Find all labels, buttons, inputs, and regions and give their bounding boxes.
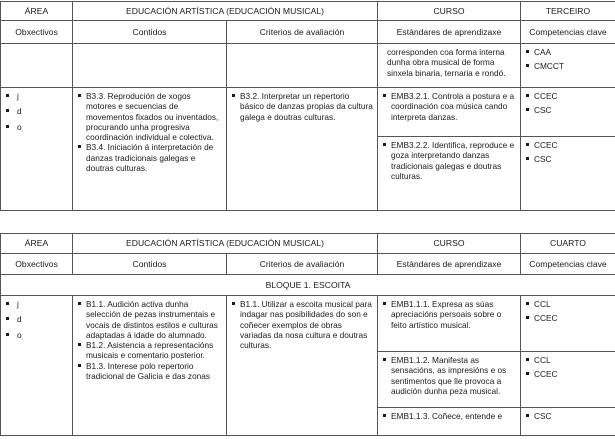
curriculum-table-fourth-grade: [0, 233, 615, 436]
area-label: ÁREA: [1, 2, 73, 21]
column-header-criteria: Criterios de avaliación: [227, 254, 378, 275]
column-header-standards: Estándares de aprendizaxe: [378, 254, 521, 275]
column-header-competencies: Competencias clave: [521, 254, 615, 275]
standard-cell: [378, 137, 521, 211]
standard-item: EMB1.1.1. Expresa as súas apreciacións persoais sobre o feito artístico musical.: [382, 299, 516, 330]
competency-item: CSC: [525, 154, 611, 164]
competency-item: CCL: [525, 299, 611, 309]
column-header-objectives: Obxectivos: [1, 21, 73, 44]
objective-item: j: [5, 91, 68, 101]
competencies-cell: [521, 137, 615, 211]
competency-item: CAA: [525, 47, 611, 57]
standard-text: corresponden coa forma interna dunha obra musical de forma sinxela binaria, ternaria e rondó.: [387, 47, 506, 78]
column-header-objectives: Obxectivos: [1, 254, 73, 275]
column-header-criteria: Criterios de avaliación: [227, 21, 378, 44]
continuation-standard-cell: [378, 44, 521, 88]
standard-cell: [378, 352, 521, 408]
criteria-item: B1.1. Utilizar a escoita musical para indagar nas posibilidades do son e coñecer exemplos de obras variadas da nosa cultura e doutras culturas.: [231, 299, 373, 350]
column-header-competencies: Competencias clave: [521, 21, 615, 44]
competencies-cell: [521, 408, 615, 436]
course-value: TERCEIRO: [521, 2, 615, 21]
competencies-cell: [521, 352, 615, 408]
content-item: B3.4. Iniciación á interpretación de danzas tradicionais galegas e doutras culturas.: [77, 142, 222, 173]
competency-item: CCEC: [525, 140, 611, 150]
standard-cell: [378, 408, 521, 436]
competency-item: CCEC: [525, 369, 611, 379]
competency-item: CCL: [525, 355, 611, 365]
course-value: CUARTO: [521, 234, 615, 254]
continuation-competencies-cell: [521, 44, 615, 88]
block-title: BLOQUE 1. ESCOITA: [1, 275, 615, 296]
objective-item: j: [5, 299, 68, 309]
objective-item: o: [5, 330, 68, 340]
content-item: B1.1. Audición activa dunha selección de pezas instrumentais e vocais de distintos estilos e culturas adaptadas á idade do alumnado.: [77, 299, 222, 340]
objective-item: d: [5, 106, 68, 116]
objective-item: d: [5, 314, 68, 324]
standard-item: EMB1.1.2. Manifesta as sensacións, as impresións e os sentimentos que lle provoca a audición dunha peza musical.: [382, 355, 516, 396]
criteria-item: B3.2. Interpretar un repertorio básico de danzas propias da cultura galega e doutras culturas.: [231, 91, 373, 122]
criteria-cell: [227, 88, 378, 211]
content-item: B1.3. Interese polo repertorio tradicional de Galicia e das zonas: [77, 361, 222, 382]
competency-item: CSC: [525, 411, 611, 421]
competencies-cell: [521, 296, 615, 352]
criteria-cell: [227, 296, 378, 436]
content-item: B3.3. Reprodución de xogos motores e secuencias de movementos fixados ou inventados, procurando unha progresiva coordinación individual e colectiva.: [77, 91, 222, 142]
continuation-contents-cell: [73, 44, 227, 88]
competency-item: CCEC: [525, 313, 611, 323]
subject-title: EDUCACIÓN ARTÍSTICA (EDUCACIÓN MUSICAL): [73, 234, 378, 254]
competency-item: CCEC: [525, 91, 611, 101]
standard-item: EMB3.2.1. Controla a postura e a coordinación coa música cando interpreta danzas.: [382, 91, 516, 122]
course-label: CURSO: [378, 2, 521, 21]
continuation-criteria-cell: [227, 44, 378, 88]
column-header-contents: Contidos: [73, 254, 227, 275]
standard-cell: [378, 296, 521, 352]
standard-item: EMB3.2.2. Identifica, reproduce e goza interpretando danzas tradicionais galegas e doutras culturas.: [382, 140, 516, 181]
standard-cell: [378, 88, 521, 137]
subject-title: EDUCACIÓN ARTÍSTICA (EDUCACIÓN MUSICAL): [73, 2, 378, 21]
contents-cell: [73, 88, 227, 211]
curriculum-table-third-grade: [0, 1, 615, 211]
objective-item: o: [5, 122, 68, 132]
column-header-standards: Estándares de aprendizaxe: [378, 21, 521, 44]
competency-item: CSC: [525, 105, 611, 115]
continuation-objectives-cell: [1, 44, 73, 88]
competencies-cell: [521, 88, 615, 137]
contents-cell: [73, 296, 227, 436]
competency-item: CMCCT: [525, 61, 611, 71]
objectives-cell: [1, 88, 73, 211]
content-item: B1.2. Asistencia a representacións musicais e comentario posterior.: [77, 340, 222, 361]
area-label: ÁREA: [1, 234, 73, 254]
course-label: CURSO: [378, 234, 521, 254]
objectives-cell: [1, 296, 73, 436]
column-header-contents: Contidos: [73, 21, 227, 44]
standard-item: EMB1.1.3. Coñece, entende e: [382, 411, 516, 421]
